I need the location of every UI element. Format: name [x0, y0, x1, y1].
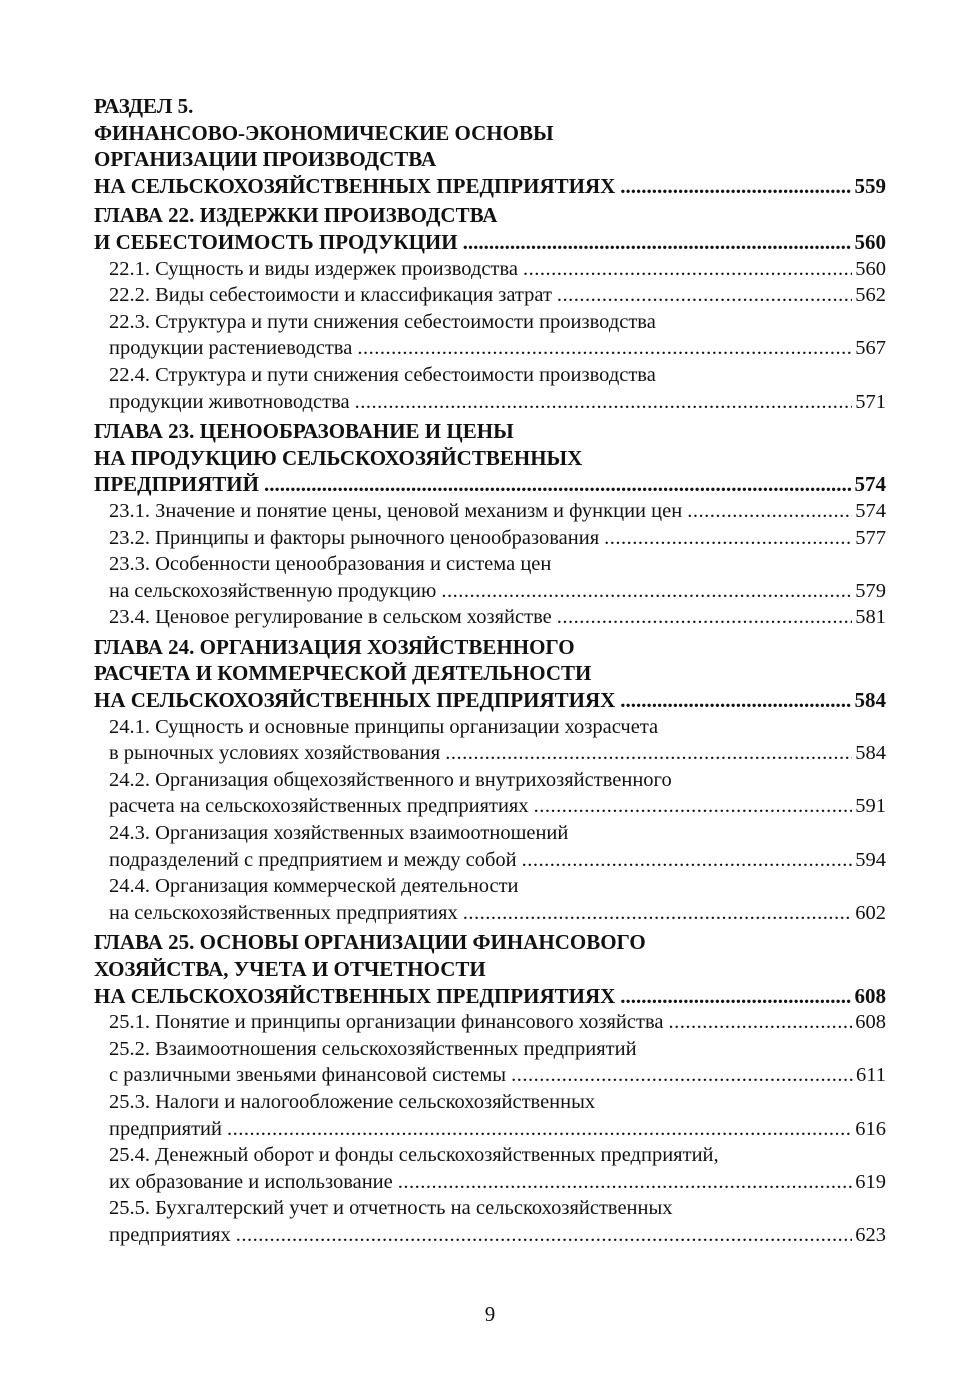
toc-entry-title: ФИНАНСОВО-ЭКОНОМИЧЕСКИЕ ОСНОВЫ: [94, 120, 554, 145]
dot-leader: [445, 740, 852, 767]
toc-page-number: 579: [855, 579, 886, 602]
toc-entry-title: с различными звеньями финансовой системы: [109, 1064, 507, 1087]
toc-page-number: 581: [855, 606, 886, 629]
toc-subsection-line: [94, 1089, 886, 1116]
toc-page-number: 608: [855, 1011, 886, 1034]
toc-heading-line: [94, 929, 886, 956]
toc-page-number: 560: [854, 229, 886, 254]
toc-page-number: 574: [854, 472, 886, 497]
toc-subsection-line: [94, 1222, 886, 1249]
toc-entry-title: РАСЧЕТА И КОММЕРЧЕСКОЙ ДЕЯТЕЛЬНОСТИ: [94, 661, 592, 686]
toc-page-number: 608: [854, 983, 886, 1008]
toc-subsection-line: [94, 1062, 886, 1089]
toc-heading-line: [94, 93, 886, 120]
toc-entry-title: НА СЕЛЬСКОХОЗЯЙСТВЕННЫХ ПРЕДПРИЯТИЯХ: [94, 173, 616, 198]
toc-entry-title: предприятиях: [109, 1223, 231, 1246]
toc-subsection-line: [94, 525, 886, 552]
toc-heading-line: [94, 229, 886, 256]
toc-page-number: 584: [855, 742, 886, 765]
dot-leader: [398, 1169, 853, 1196]
toc-subsection-line: [94, 820, 886, 847]
dot-leader: [357, 335, 852, 362]
toc-heading-line: [94, 418, 886, 445]
toc-entry-title: ПРЕДПРИЯТИЙ: [94, 472, 259, 497]
toc-heading-line: [94, 146, 886, 173]
toc-subsection-line: [94, 1169, 886, 1196]
toc-entry-title: 25.2. Взаимоотношения сельскохозяйственных предприятий: [109, 1037, 637, 1060]
toc-subsection-line: [94, 282, 886, 309]
toc-entry-title: в рыночных условиях хозяйствования: [109, 742, 441, 765]
toc-entry-title: РАЗДЕЛ 5.: [94, 94, 194, 118]
toc-heading-line: [94, 202, 886, 229]
toc-entry-title: их образование и использование: [109, 1170, 393, 1193]
toc-subsection-line: [94, 873, 886, 900]
toc-entry-title: 22.3. Структура и пути снижения себестоимости производства: [109, 310, 656, 333]
toc-entry-title: 25.1. Понятие и принципы организации финансового хозяйства: [109, 1011, 664, 1034]
toc-entry-title: 23.2. Принципы и факторы рыночного ценообразования: [109, 526, 600, 549]
toc-heading-line: [94, 445, 886, 472]
toc-entry-title: ГЛАВА 23. ЦЕНООБРАЗОВАНИЕ И ЦЕНЫ: [94, 419, 514, 444]
toc-entry-title: И СЕБЕСТОИМОСТЬ ПРОДУКЦИИ: [94, 229, 458, 254]
toc-subsection-line: [94, 362, 886, 389]
toc-page-number: 560: [855, 257, 886, 280]
toc-page-number: 602: [855, 901, 886, 924]
toc-page-number: 567: [855, 337, 886, 360]
toc-entry-title: продукции растениеводства: [109, 337, 353, 360]
toc-entry-title: ГЛАВА 25. ОСНОВЫ ОРГАНИЗАЦИИ ФИНАНСОВОГО: [94, 930, 646, 955]
toc-subsection-line: [94, 309, 886, 336]
dot-leader: [511, 1062, 853, 1089]
dot-leader: [687, 498, 852, 525]
toc-entry-title: 24.1. Сущность и основные принципы организации хозрасчета: [109, 715, 659, 738]
toc-entry-title: 24.2. Организация общехозяйственного и внутрихозяйственного: [109, 768, 672, 791]
dot-leader: [522, 847, 853, 874]
toc-heading-line: [94, 956, 886, 983]
table-of-contents: [94, 93, 886, 1249]
toc-entry-title: НА СЕЛЬСКОХОЗЯЙСТВЕННЫХ ПРЕДПРИЯТИЯХ: [94, 983, 616, 1008]
dot-leader: [264, 471, 852, 498]
toc-page-number: 591: [855, 795, 886, 818]
toc-entry-title: на сельскохозяйственных предприятиях: [109, 901, 458, 924]
toc-page-number: 616: [855, 1117, 886, 1140]
toc-entry-title: ГЛАВА 22. ИЗДЕРЖКИ ПРОИЗВОДСТВА: [94, 203, 498, 228]
toc-page-number: 559: [854, 173, 886, 198]
toc-subsection-line: [94, 551, 886, 578]
toc-entry-title: 24.3. Организация хозяйственных взаимоотношений: [109, 822, 569, 845]
toc-entry-title: расчета на сельскохозяйственных предприятиях: [109, 795, 529, 818]
dot-leader: [463, 900, 853, 927]
toc-entry-title: ОРГАНИЗАЦИИ ПРОИЗВОДСТВА: [94, 147, 437, 172]
toc-subsection-line: [94, 578, 886, 605]
toc-entry-title: 25.5. Бухгалтерский учет и отчетность на сельскохозяйственных: [109, 1197, 673, 1220]
toc-entry-title: 23.4. Ценовое регулирование в сельском хозяйстве: [109, 606, 552, 629]
toc-entry-title: ГЛАВА 24. ОРГАНИЗАЦИЯ ХОЗЯЙСТВЕННОГО: [94, 634, 575, 659]
toc-entry-title: 22.1. Сущность и виды издержек производства: [109, 257, 518, 280]
dot-leader: [620, 983, 851, 1010]
toc-entry-title: 23.3. Особенности ценообразования и система цен: [109, 553, 552, 576]
toc-entry-title: 25.4. Денежный оборот и фонды сельскохозяйственных предприятий,: [109, 1144, 719, 1167]
toc-subsection-line: [94, 498, 886, 525]
toc-entry-title: ХОЗЯЙСТВА, УЧЕТА И ОТЧЕТНОСТИ: [94, 957, 486, 981]
toc-subsection-line: [94, 847, 886, 874]
toc-entry-title: 22.4. Структура и пути снижения себестоимости производства: [109, 363, 656, 386]
dot-leader: [236, 1222, 853, 1249]
toc-subsection-line: [94, 767, 886, 794]
dot-leader: [534, 793, 853, 820]
toc-entry-title: НА СЕЛЬСКОХОЗЯЙСТВЕННЫХ ПРЕДПРИЯТИЯХ: [94, 688, 616, 713]
dot-leader: [668, 1009, 852, 1036]
toc-entry-title: предприятий: [109, 1117, 223, 1140]
toc-page-number: 611: [856, 1064, 886, 1087]
dot-leader: [604, 525, 852, 552]
toc-heading-line: [94, 120, 886, 147]
toc-heading-line: [94, 660, 886, 687]
dot-leader: [557, 604, 853, 631]
toc-subsection-line: [94, 1142, 886, 1169]
toc-entry-title: подразделений с предприятием и между собой: [109, 848, 517, 871]
dot-leader: [620, 687, 851, 714]
toc-entry-title: 24.4. Организация коммерческой деятельности: [109, 875, 519, 898]
toc-subsection-line: [94, 1009, 886, 1036]
toc-subsection-line: [94, 389, 886, 416]
dot-leader: [441, 578, 852, 605]
toc-subsection-line: [94, 1195, 886, 1222]
toc-subsection-line: [94, 793, 886, 820]
toc-entry-title: 25.3. Налоги и налогообложение сельскохозяйственных: [109, 1090, 596, 1113]
toc-subsection-line: [94, 900, 886, 927]
toc-entry-title: на сельскохозяйственную продукцию: [109, 579, 437, 602]
toc-subsection-line: [94, 1036, 886, 1063]
dot-leader: [523, 256, 852, 283]
toc-subsection-line: [94, 256, 886, 283]
toc-page-number: 571: [855, 390, 886, 413]
toc-page-number: 584: [854, 688, 886, 713]
toc-page-number: 623: [855, 1223, 886, 1246]
toc-subsection-line: [94, 1116, 886, 1143]
toc-page-number: 562: [855, 284, 886, 307]
dot-leader: [355, 389, 853, 416]
toc-page-number: 594: [855, 848, 886, 871]
toc-subsection-line: [94, 714, 886, 741]
toc-entry-title: продукции животноводства: [109, 390, 350, 413]
dot-leader: [557, 282, 852, 309]
toc-heading-line: [94, 173, 886, 200]
toc-heading-line: [94, 471, 886, 498]
toc-heading-line: [94, 687, 886, 714]
dot-leader: [463, 229, 852, 256]
toc-page-number: 574: [855, 499, 886, 522]
toc-page-number: 619: [855, 1170, 886, 1193]
toc-entry-title: 23.1. Значение и понятие цены, ценовой механизм и функции цен: [109, 499, 683, 522]
toc-page-number: 577: [855, 526, 886, 549]
toc-entry-title: НА ПРОДУКЦИЮ СЕЛЬСКОХОЗЯЙСТВЕННЫХ: [94, 445, 583, 470]
dot-leader: [620, 173, 851, 200]
toc-subsection-line: [94, 740, 886, 767]
toc-heading-line: [94, 634, 886, 661]
page-number: 9: [484, 1302, 496, 1326]
toc-subsection-line: [94, 604, 886, 631]
toc-subsection-line: [94, 335, 886, 362]
toc-entry-title: 22.2. Виды себестоимости и классификация затрат: [109, 284, 552, 307]
toc-heading-line: [94, 983, 886, 1010]
dot-leader: [227, 1116, 852, 1143]
